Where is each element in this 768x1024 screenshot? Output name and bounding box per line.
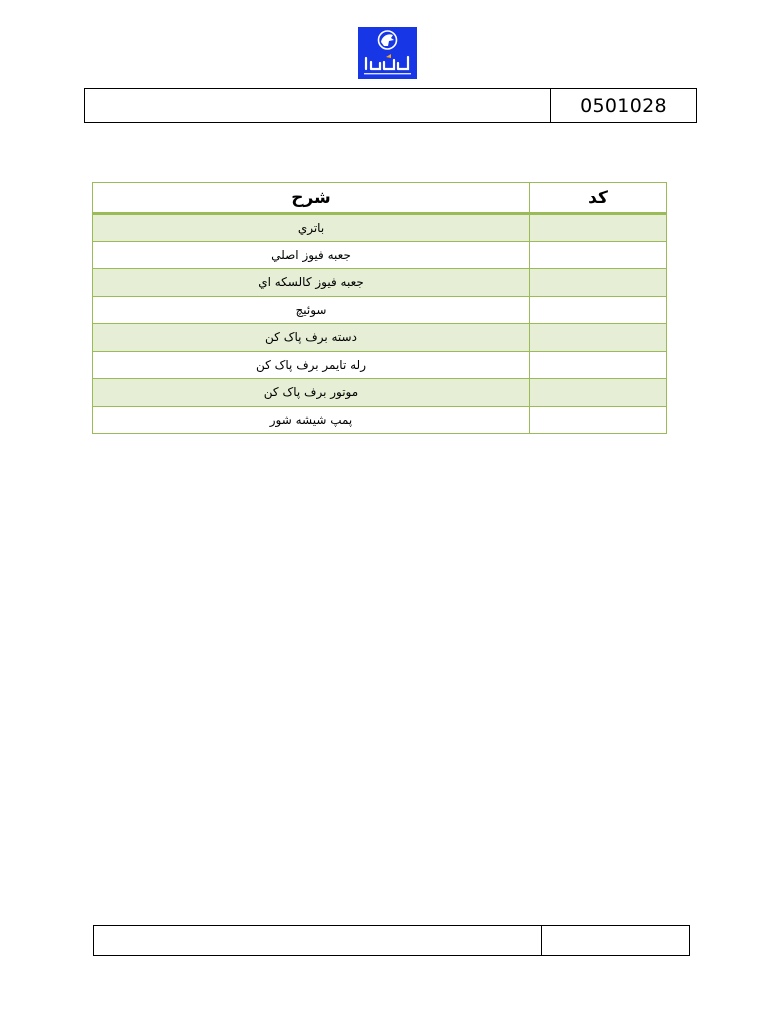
row-code bbox=[530, 324, 667, 352]
table-row bbox=[93, 379, 667, 407]
table-row bbox=[93, 241, 667, 269]
row-code bbox=[530, 241, 667, 269]
row-description: موتور برف پاک کن bbox=[93, 379, 530, 407]
row-description: رله تايمر برف پاک کن bbox=[93, 351, 530, 379]
table-row bbox=[93, 296, 667, 324]
row-description: جعبه فيوز اصلي bbox=[93, 241, 530, 269]
row-description: دسته برف پاک کن bbox=[93, 324, 530, 352]
horse-head-logo-icon bbox=[358, 27, 417, 79]
header-code-box bbox=[84, 88, 697, 123]
footer-right-cell bbox=[541, 926, 689, 955]
row-description: باتري bbox=[93, 214, 530, 242]
table-row bbox=[93, 269, 667, 297]
table-row bbox=[93, 324, 667, 352]
row-code bbox=[530, 296, 667, 324]
description-column-header: شرح bbox=[93, 183, 530, 214]
company-logo bbox=[358, 27, 417, 79]
footer-box bbox=[93, 925, 690, 956]
table-header-row bbox=[93, 183, 667, 214]
row-code bbox=[530, 269, 667, 297]
table-row bbox=[93, 214, 667, 242]
footer-left-cell bbox=[94, 926, 541, 955]
parts-table bbox=[92, 182, 667, 434]
table-row bbox=[93, 351, 667, 379]
code-column-header: کد bbox=[530, 183, 667, 214]
row-code bbox=[530, 351, 667, 379]
document-code: 0501028 bbox=[550, 89, 696, 122]
row-code bbox=[530, 406, 667, 434]
row-description: سوئيچ bbox=[93, 296, 530, 324]
table-row bbox=[93, 406, 667, 434]
row-description: جعبه فيوز کالسکه اي bbox=[93, 269, 530, 297]
row-description: پمپ شيشه شور bbox=[93, 406, 530, 434]
header-note-cell bbox=[85, 89, 550, 122]
row-code bbox=[530, 214, 667, 242]
row-code bbox=[530, 379, 667, 407]
